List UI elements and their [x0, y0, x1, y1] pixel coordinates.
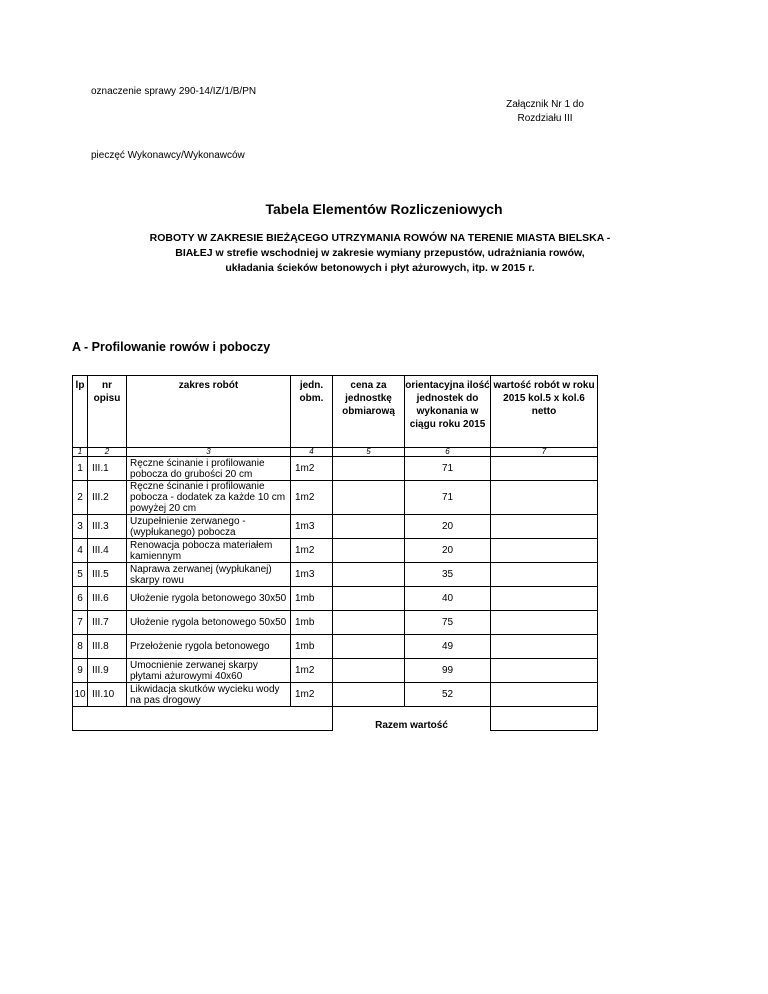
- row-nr: III.4: [88, 539, 127, 563]
- attachment-line-2: Rozdziału III: [517, 113, 573, 124]
- row-zakres: Uzupełnienie zerwanego - (wypłukanego) pobocza: [127, 515, 291, 539]
- row-wartosc: [491, 515, 598, 539]
- case-reference: oznaczenie sprawy 290-14/IZ/1/B/PN: [91, 86, 257, 97]
- row-nr: III.1: [88, 457, 127, 481]
- row-zakres: Ręczne ścinanie i profilowanie pobocza - dodatek za każde 10 cm powyżej 20 cm: [127, 481, 291, 515]
- column-number: 4: [291, 448, 333, 457]
- contractor-stamp-label: pieczęć Wykonawcy/Wykonawców: [91, 150, 245, 161]
- row-lp: 4: [73, 539, 88, 563]
- document-title: Tabela Elementów Rozliczeniowych: [265, 201, 503, 217]
- table-row: [73, 457, 598, 481]
- row-zakres: Naprawa zerwanej (wypłukanej) skarpy rowu: [127, 563, 291, 587]
- row-zakres: Przełożenie rygola betonowego: [127, 635, 291, 659]
- row-nr: III.7: [88, 611, 127, 635]
- row-wartosc: [491, 635, 598, 659]
- subtitle-line-1: ROBOTY W ZAKRESIE BIEŻĄCEGO UTRZYMANIA ROWÓW NA TERENIE MIASTA BIELSKA -: [149, 232, 611, 244]
- row-wartosc: [491, 481, 598, 515]
- row-nr: III.8: [88, 635, 127, 659]
- row-jedn: 1m2: [291, 539, 333, 563]
- column-number: 1: [73, 448, 88, 457]
- table-row: [73, 539, 598, 563]
- row-lp: 3: [73, 515, 88, 539]
- row-wartosc: [491, 563, 598, 587]
- total-value-cell: [491, 707, 598, 731]
- row-jedn: 1mb: [291, 587, 333, 611]
- subtitle-line-2: BIAŁEJ w strefie wschodniej w zakresie wymiany przepustów, udrażniania rowów,: [175, 247, 585, 259]
- header-cena: cena za jednostkę obmiarową: [333, 376, 405, 448]
- row-wartosc: [491, 683, 598, 707]
- row-ilosc: 99: [405, 659, 491, 683]
- row-lp: 5: [73, 563, 88, 587]
- document-subtitle: [85, 231, 675, 276]
- row-ilosc: 20: [405, 515, 491, 539]
- table-row: [73, 611, 598, 635]
- row-zakres: Ręczne ścinanie i profilowanie pobocza do grubości 20 cm: [127, 457, 291, 481]
- header-nr: nr opisu: [88, 376, 127, 448]
- items-table: [72, 375, 598, 731]
- section-title: A - Profilowanie rowów i poboczy: [72, 340, 271, 354]
- attachment-note: [470, 98, 620, 126]
- row-jedn: 1m2: [291, 659, 333, 683]
- row-lp: 10: [73, 683, 88, 707]
- row-nr: III.6: [88, 587, 127, 611]
- row-ilosc: 75: [405, 611, 491, 635]
- row-zakres: Likwidacja skutków wycieku wody na pas drogowy: [127, 683, 291, 707]
- column-number: 6: [405, 448, 491, 457]
- row-zakres: Ułożenie rygola betonowego 30x50: [127, 587, 291, 611]
- row-cena: [333, 515, 405, 539]
- row-zakres: Umocnienie zerwanej skarpy płytami ażurowymi 40x60: [127, 659, 291, 683]
- row-jedn: 1m2: [291, 457, 333, 481]
- row-ilosc: 35: [405, 563, 491, 587]
- table-row: [73, 635, 598, 659]
- total-blank-cell: [73, 707, 333, 731]
- row-cena: [333, 683, 405, 707]
- row-cena: [333, 539, 405, 563]
- header-row: [73, 376, 598, 448]
- row-cena: [333, 457, 405, 481]
- row-ilosc: 71: [405, 481, 491, 515]
- table-row: [73, 481, 598, 515]
- row-zakres: Ułożenie rygola betonowego 50x50: [127, 611, 291, 635]
- column-number: 2: [88, 448, 127, 457]
- header-zakres: zakres robót: [127, 376, 291, 448]
- row-wartosc: [491, 587, 598, 611]
- table-row: [73, 563, 598, 587]
- row-jedn: 1m2: [291, 481, 333, 515]
- row-lp: 7: [73, 611, 88, 635]
- row-cena: [333, 563, 405, 587]
- row-nr: III.9: [88, 659, 127, 683]
- column-number: 3: [127, 448, 291, 457]
- row-jedn: 1m3: [291, 515, 333, 539]
- row-jedn: 1mb: [291, 635, 333, 659]
- row-lp: 2: [73, 481, 88, 515]
- row-ilosc: 71: [405, 457, 491, 481]
- row-cena: [333, 587, 405, 611]
- row-wartosc: [491, 457, 598, 481]
- row-cena: [333, 635, 405, 659]
- row-cena: [333, 659, 405, 683]
- row-nr: III.3: [88, 515, 127, 539]
- subtitle-line-3: układania ścieków betonowych i płyt ażurowych, itp. w 2015 r.: [225, 262, 535, 274]
- row-jedn: 1m3: [291, 563, 333, 587]
- row-cena: [333, 611, 405, 635]
- row-nr: III.10: [88, 683, 127, 707]
- attachment-line-1: Załącznik Nr 1 do: [506, 99, 584, 110]
- header-jedn: jedn. obm.: [291, 376, 333, 448]
- row-jedn: 1mb: [291, 611, 333, 635]
- row-wartosc: [491, 659, 598, 683]
- total-row: [73, 707, 598, 731]
- table-row: [73, 515, 598, 539]
- row-lp: 1: [73, 457, 88, 481]
- row-jedn: 1m2: [291, 683, 333, 707]
- row-lp: 9: [73, 659, 88, 683]
- row-lp: 8: [73, 635, 88, 659]
- row-nr: III.2: [88, 481, 127, 515]
- row-wartosc: [491, 539, 598, 563]
- row-ilosc: 20: [405, 539, 491, 563]
- table-row: [73, 683, 598, 707]
- column-number: 5: [333, 448, 405, 457]
- total-label: Razem wartość: [333, 707, 491, 731]
- column-number: 7: [491, 448, 598, 457]
- row-ilosc: 40: [405, 587, 491, 611]
- row-ilosc: 49: [405, 635, 491, 659]
- table-row: [73, 587, 598, 611]
- header-wartosc: wartość robót w roku 2015 kol.5 x kol.6 netto: [491, 376, 598, 448]
- row-lp: 6: [73, 587, 88, 611]
- row-nr: III.5: [88, 563, 127, 587]
- row-zakres: Renowacja pobocza materiałem kamiennym: [127, 539, 291, 563]
- row-wartosc: [491, 611, 598, 635]
- column-number-row: [73, 448, 598, 457]
- row-ilosc: 52: [405, 683, 491, 707]
- table-row: [73, 659, 598, 683]
- header-lp: lp: [73, 376, 88, 448]
- header-ilosc: orientacyjna ilość jednostek do wykonania w ciągu roku 2015: [405, 376, 491, 448]
- row-cena: [333, 481, 405, 515]
